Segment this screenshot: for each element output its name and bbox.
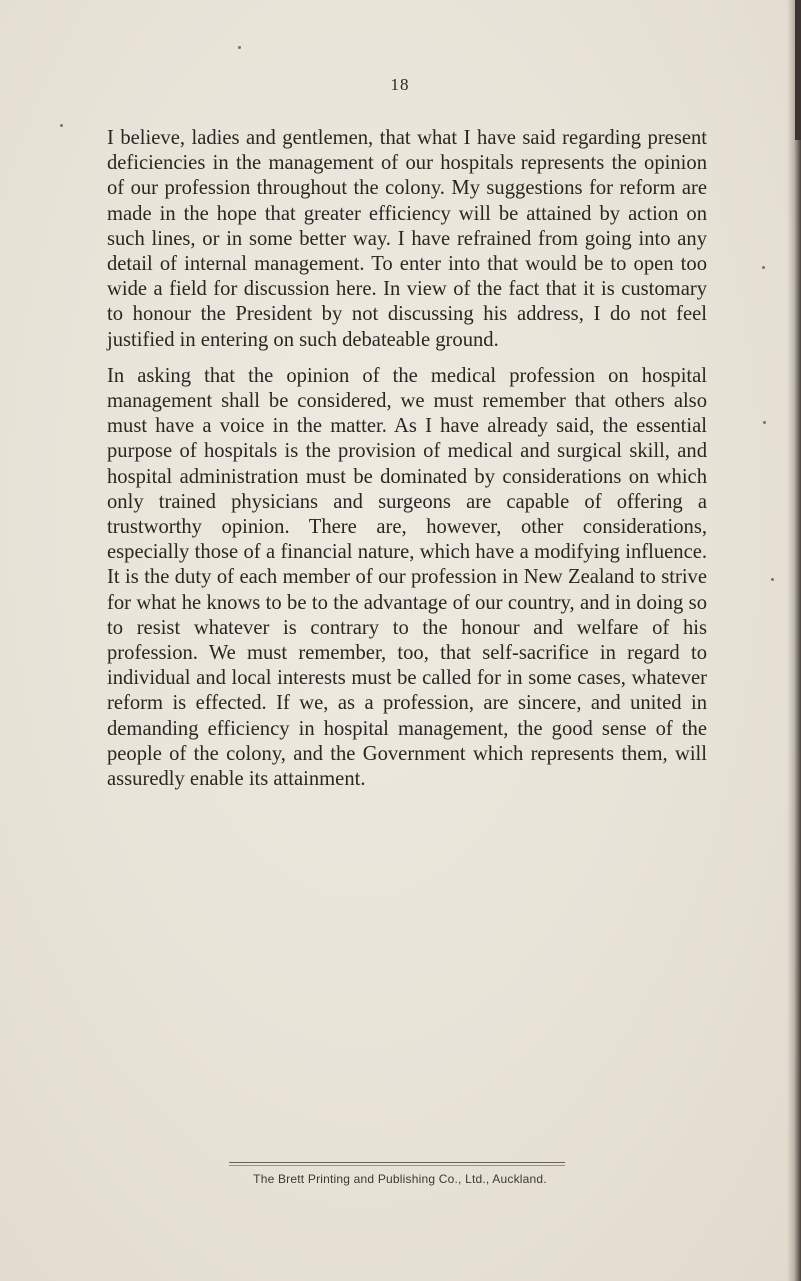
- body-text: [107, 126, 707, 792]
- paper-speck: [771, 578, 774, 581]
- paragraph: I believe, ladies and gentlemen, that what I have said regarding present deficiencies in the management of our hospitals represents the opinion of our profession throughout the colony. My suggestions for reform are made in the hope that greater efficiency will be attained by action on such lines, or in some better way. I have refrained from going into any detail of internal management. To enter into that would be to open too wide a field for discussion here. In view of the fact that it is customary to honour the President by not discussing his address, I do not feel justified in entering on such debateable ground.: [107, 127, 707, 351]
- footer-rule: [229, 1165, 565, 1166]
- footer-rule: [229, 1162, 565, 1163]
- page-number: 18: [390, 75, 410, 94]
- page-edge-dark: [795, 0, 801, 140]
- paper-speck: [762, 266, 765, 269]
- page-edge-shadow: [787, 0, 801, 1281]
- paper-speck: [763, 421, 766, 424]
- paper-speck: [238, 46, 241, 49]
- paragraph: In asking that the opinion of the medical profession on hospital management shall be considered, we must remember that others also must have a voice in the matter. As I have already said, the essential purpose of hospitals is the provision of medical and surgical skill, and hospital administration must be dominated by considerations on which only trained physicians and surgeons are capable of offering a trustworthy opinion. There are, however, other considerations, especially those of a financial nature, which have a modifying influence. It is the duty of each member of our profession in New Zealand to strive for what he knows to be to the advantage of our country, and in doing so to resist whatever is contrary to the honour and welfare of his profession. We must remember, too, that self-sacrifice in regard to individual and local interests must be called for in some cases, whatever reform is effected. If we, as a profession, are sincere, and united in demanding efficiency in hospital management, the good sense of the people of the colony, and the Government which represents them, will assuredly enable its attainment.: [107, 364, 707, 791]
- printer-imprint: The Brett Printing and Publishing Co., Ltd., Auckland.: [253, 1172, 547, 1186]
- paper-speck: [60, 124, 63, 127]
